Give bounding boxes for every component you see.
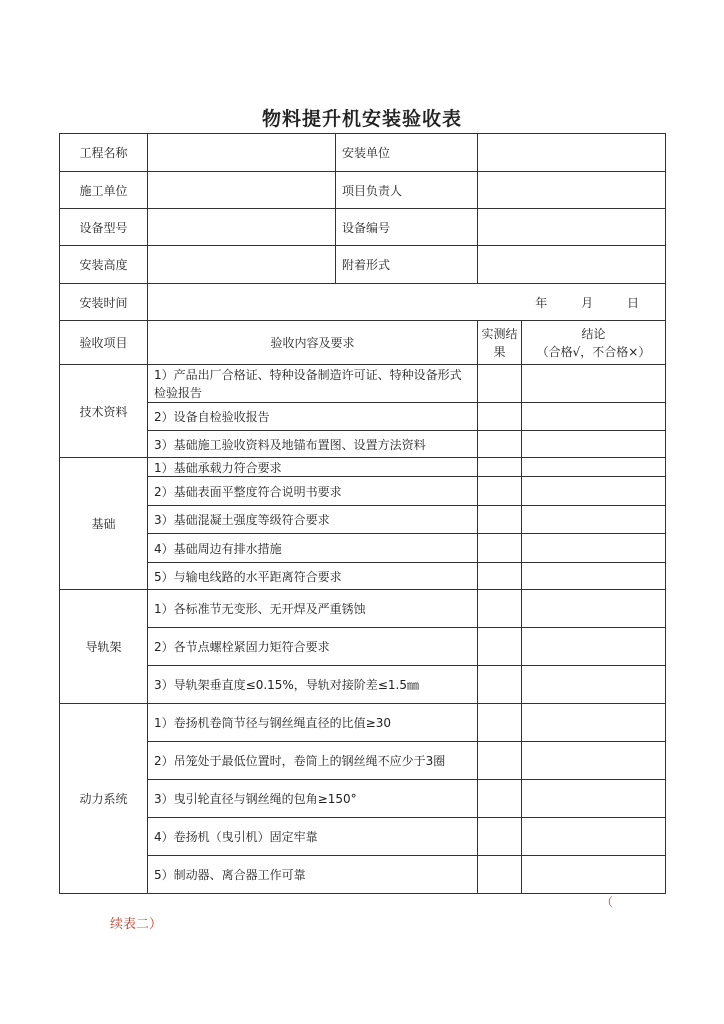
header-conclusion [522,321,666,365]
requirement-text: 1）基础承载力符合要求 [148,458,478,477]
conclusion-cell[interactable] [522,403,666,431]
header-result: 实测结果 [478,321,522,365]
table-row [60,666,666,704]
result-cell[interactable] [478,431,522,458]
table-row [60,780,666,818]
result-cell[interactable] [478,534,522,563]
label-project-name: 工程名称 [60,134,148,172]
date-day: 日 [626,295,639,310]
conclusion-cell[interactable] [522,365,666,403]
requirement-text: 2）吊笼处于最低位置时，卷筒上的钢丝绳不应少于3圈 [148,742,478,780]
result-cell[interactable] [478,818,522,856]
conclusion-cell[interactable] [522,534,666,563]
continuation-note: 续表二） [110,917,163,932]
table-row [60,628,666,666]
requirement-text: 3）曳引轮直径与钢丝绳的包角≥150° [148,780,478,818]
label-construction-unit: 施工单位 [60,172,148,209]
table-row [60,590,666,628]
conclusion-cell[interactable] [522,742,666,780]
requirement-text: 3）基础施工验收资料及地锚布置图、设置方法资料 [148,431,478,458]
label-install-height: 安装高度 [60,246,148,284]
value-install-time[interactable] [148,284,666,321]
group-label-tech-docs: 技术资料 [60,365,148,458]
value-project-manager[interactable] [478,172,666,209]
result-cell[interactable] [478,365,522,403]
table-row [60,365,666,403]
result-cell[interactable] [478,704,522,742]
value-project-name[interactable] [148,134,336,172]
header-content: 验收内容及要求 [148,321,478,365]
page-title: 物料提升机安装验收表 [261,108,462,130]
table-row [60,742,666,780]
requirement-text: 2）基础表面平整度符合说明书要求 [148,477,478,506]
header-item: 验收项目 [60,321,148,365]
result-cell[interactable] [478,590,522,628]
table-row [60,856,666,894]
conclusion-cell[interactable] [522,458,666,477]
table-header-row [60,321,666,365]
group-label-guide-rail: 导轨架 [60,590,148,704]
date-year: 年 [535,295,548,310]
group-label-foundation: 基础 [60,458,148,590]
table-row [60,818,666,856]
conclusion-cell[interactable] [522,628,666,666]
requirement-text: 5）与输电线路的水平距离符合要求 [148,563,478,590]
info-row-equipment [60,209,666,246]
result-cell[interactable] [478,403,522,431]
date-month: 月 [581,295,594,310]
label-install-unit: 安装单位 [336,134,478,172]
result-cell[interactable] [478,666,522,704]
table-row [60,458,666,477]
conclusion-cell[interactable] [522,506,666,534]
label-equipment-model: 设备型号 [60,209,148,246]
requirement-text: 2）设备自检验收报告 [148,403,478,431]
requirement-text: 1）卷扬机卷筒节径与钢丝绳直径的比值≥30 [148,704,478,742]
requirement-text: 4）卷扬机（曳引机）固定牢靠 [148,818,478,856]
value-install-unit[interactable] [478,134,666,172]
value-equipment-model[interactable] [148,209,336,246]
info-row-construction [60,172,666,209]
header-conclusion-label: 结论 [581,326,606,341]
requirement-text: 1）产品出厂合格证、特种设备制造许可证、特种设备形式检验报告 [148,365,478,403]
info-row-height [60,246,666,284]
conclusion-cell[interactable] [522,704,666,742]
value-construction-unit[interactable] [148,172,336,209]
requirement-text: 2）各节点螺栓紧固力矩符合要求 [148,628,478,666]
result-cell[interactable] [478,563,522,590]
label-project-manager: 项目负责人 [336,172,478,209]
table-row [60,506,666,534]
conclusion-cell[interactable] [522,590,666,628]
conclusion-cell[interactable] [522,818,666,856]
result-cell[interactable] [478,477,522,506]
header-conclusion-note: （合格√，不合格×） [536,344,651,359]
result-cell[interactable] [478,780,522,818]
value-attachment-type[interactable] [478,246,666,284]
requirement-text: 5）制动器、离合器工作可靠 [148,856,478,894]
conclusion-cell[interactable] [522,666,666,704]
table-row [60,431,666,458]
label-attachment-type: 附着形式 [336,246,478,284]
conclusion-cell[interactable] [522,856,666,894]
requirement-text: 4）基础周边有排水措施 [148,534,478,563]
result-cell[interactable] [478,628,522,666]
table-row [60,534,666,563]
label-install-time: 安装时间 [60,284,148,321]
result-cell[interactable] [478,856,522,894]
table-row [60,704,666,742]
table-row [60,477,666,506]
conclusion-cell[interactable] [522,780,666,818]
continuation-note-paren: （ [601,895,614,909]
result-cell[interactable] [478,458,522,477]
label-equipment-number: 设备编号 [336,209,478,246]
conclusion-cell[interactable] [522,477,666,506]
result-cell[interactable] [478,506,522,534]
value-install-height[interactable] [148,246,336,284]
group-label-power-system: 动力系统 [60,704,148,894]
result-cell[interactable] [478,742,522,780]
table-row [60,563,666,590]
conclusion-cell[interactable] [522,563,666,590]
info-row-install-time [60,284,666,321]
requirement-text: 1）各标准节无变形、无开焊及严重锈蚀 [148,590,478,628]
value-equipment-number[interactable] [478,209,666,246]
conclusion-cell[interactable] [522,431,666,458]
info-row-project [60,134,666,172]
table-row [60,403,666,431]
inspection-table [59,133,666,894]
requirement-text: 3）导轨架垂直度≤0.15%，导轨对接阶差≤1.5㎜ [148,666,478,704]
requirement-text: 3）基础混凝土强度等级符合要求 [148,506,478,534]
